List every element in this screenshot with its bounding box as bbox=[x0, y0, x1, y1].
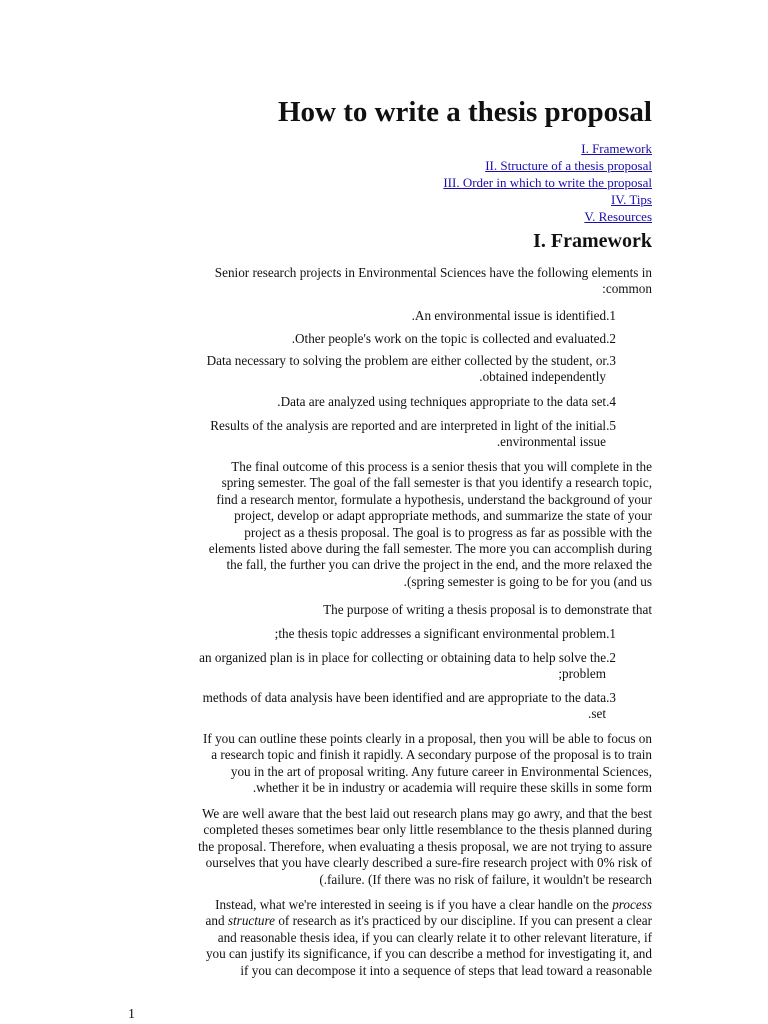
text-line: We are well aware that the best laid out research plans may go awry, and that the best bbox=[202, 806, 652, 821]
text-line: .obtained independently bbox=[479, 369, 606, 385]
toc-link-tips[interactable]: IV. Tips bbox=[611, 192, 652, 207]
text-line: methods of data analysis have been identified and are appropriate to the data.3 bbox=[202, 690, 616, 705]
text-line: ;the thesis topic addresses a significant environmental problem.1 bbox=[274, 626, 616, 641]
text-line: Senior research projects in Environmental Sciences have the following elements in bbox=[214, 265, 652, 280]
instead-paragraph bbox=[206, 897, 652, 979]
text-line: ;problem bbox=[558, 666, 606, 682]
aware-paragraph bbox=[198, 806, 652, 888]
table-of-contents bbox=[443, 140, 652, 225]
text-line: the fall, the further you can drive the project in the end, and the more relaxed the bbox=[226, 557, 652, 573]
text-line bbox=[206, 897, 652, 913]
text-line: the proposal. Therefore, when evaluating a thesis proposal, we are not trying to assure bbox=[198, 838, 652, 854]
text-line: The purpose of writing a thesis proposal is to demonstrate that bbox=[323, 602, 652, 617]
outline-paragraph bbox=[203, 731, 652, 797]
toc-link-framework[interactable]: I. Framework bbox=[581, 141, 652, 156]
section-heading: I. Framework bbox=[533, 230, 652, 252]
text-line: .An environmental issue is identified.1 bbox=[411, 308, 616, 323]
text-line: .whether it be in industry or academia will require these skills in some form bbox=[252, 780, 652, 796]
text-line: ourselves that you have clearly described a sure-fire research project with 0% risk of bbox=[205, 855, 652, 871]
text-span: and bbox=[205, 913, 228, 929]
text-line: .(spring semester is going to be for you (and us bbox=[403, 573, 652, 589]
text-line: Data necessary to solving the problem are either collected by the student, or.3 bbox=[206, 353, 616, 368]
intro-paragraph bbox=[215, 265, 652, 298]
toc-link-order[interactable]: III. Order in which to write the proposal bbox=[443, 175, 652, 190]
text-line: Results of the analysis are reported and are interpreted in light of the initial.5 bbox=[210, 418, 616, 433]
text-line: completed theses sometimes bear only little resemblance to the thesis planned during bbox=[203, 822, 652, 838]
purpose-item-3 bbox=[203, 690, 616, 723]
text-line bbox=[206, 913, 652, 929]
text-line: find a research mentor, formulate a hypothesis, understand the background of your bbox=[216, 491, 652, 507]
list-item-1 bbox=[412, 308, 616, 324]
text-line: spring semester. The goal of the fall semester is that you identify a research topic, bbox=[221, 475, 652, 491]
purpose-intro bbox=[323, 602, 652, 618]
text-line: elements listed above during the fall semester. The more you can accomplish during bbox=[208, 541, 652, 557]
toc-link-structure[interactable]: II. Structure of a thesis proposal bbox=[485, 158, 652, 173]
purpose-item-1 bbox=[275, 626, 616, 642]
text-line: If you can outline these points clearly in a proposal, then you will be able to focus on bbox=[203, 731, 652, 746]
text-line: .Other people's work on the topic is collected and evaluated.2 bbox=[291, 331, 616, 346]
page-number: 1 bbox=[128, 1007, 135, 1022]
text-line: an organized plan is in place for collecting or obtaining data to help solve the.2 bbox=[199, 650, 616, 665]
page-title: How to write a thesis proposal bbox=[277, 96, 652, 128]
list-item-3 bbox=[207, 353, 616, 386]
outcome-paragraph bbox=[209, 459, 652, 590]
toc-link-resources[interactable]: V. Resources bbox=[584, 209, 652, 224]
emphasis-structure: structure bbox=[227, 913, 276, 929]
text-line: a research topic and finish it rapidly. A secondary purpose of the proposal is to train bbox=[211, 747, 652, 763]
text-line: project, develop or adapt appropriate methods, and summarize the state of your bbox=[234, 508, 652, 524]
text-line: .Data are analyzed using techniques appropriate to the data set.4 bbox=[277, 394, 616, 409]
text-span: Instead, what we're interested in seeing is if you have a clear handle on the bbox=[215, 897, 613, 912]
text-line: .environmental issue bbox=[496, 434, 606, 450]
text-line: :common bbox=[602, 281, 652, 297]
text-line: The final outcome of this process is a senior thesis that you will complete in the bbox=[231, 459, 652, 474]
text-line: (.failure. (If there was no risk of failure, it wouldn't be research bbox=[319, 871, 652, 887]
text-line: .set bbox=[588, 706, 606, 722]
text-line: and reasonable thesis idea, if you can clearly relate it to other relevant literature, if bbox=[217, 929, 652, 945]
text-span: of research as it's practiced by our discipline. If you can present a clear bbox=[275, 913, 652, 929]
emphasis-process: process bbox=[612, 897, 652, 912]
text-line: you can justify its significance, if you can describe a method for investigating it, and bbox=[205, 946, 652, 962]
text-line: if you can decompose it into a sequence of steps that lead toward a reasonable bbox=[240, 962, 652, 978]
purpose-item-2 bbox=[199, 650, 616, 683]
text-line: you in the art of proposal writing. Any future career in Environmental Sciences, bbox=[230, 763, 652, 779]
list-item-4 bbox=[277, 394, 616, 410]
list-item-5 bbox=[210, 418, 616, 451]
text-line: project as a thesis proposal. The goal is to progress as far as possible with the bbox=[244, 524, 652, 540]
list-item-2 bbox=[292, 331, 616, 347]
